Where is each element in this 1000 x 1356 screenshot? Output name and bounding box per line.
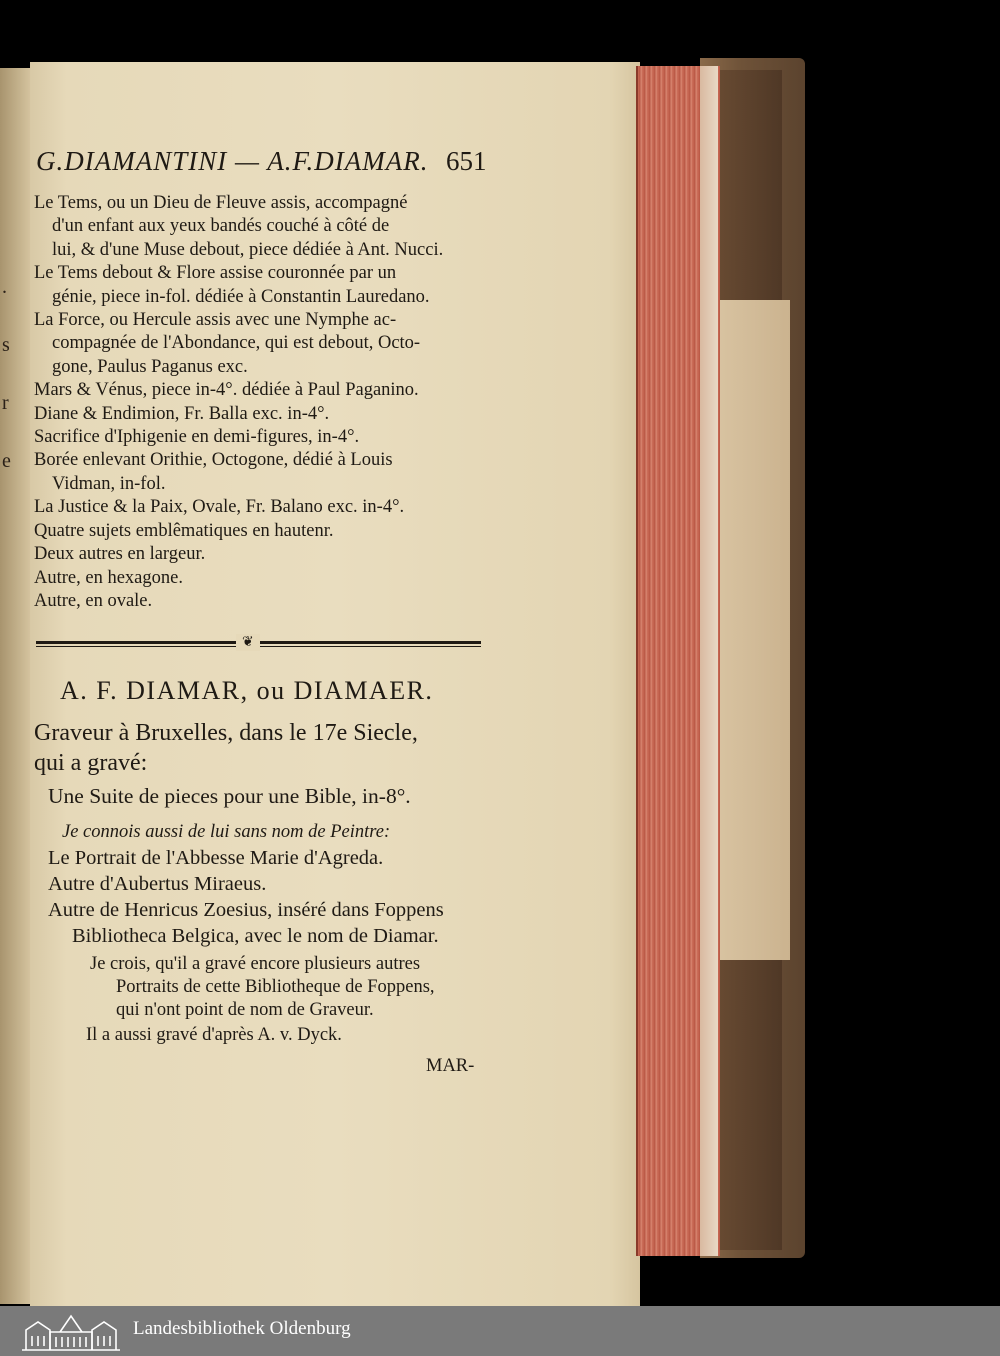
book-flyleaf	[712, 300, 790, 960]
entry-line: Diane & Endimion, Fr. Balla exc. in-4°.	[34, 403, 330, 424]
entry-line: compagnée de l'Abondance, qui est debout, Octo-	[52, 333, 421, 354]
connois-line: Je connois aussi de lui sans nom de Peintre:	[62, 822, 391, 842]
entry-line: Autre, en hexagone.	[34, 567, 183, 588]
page-block-end	[700, 66, 718, 1256]
portrait-line: Bibliotheca Belgica, avec le nom de Diamar.	[72, 925, 439, 947]
entries-list	[34, 192, 443, 613]
previous-page-edge	[0, 68, 30, 1304]
portrait-line: Autre de Henricus Zoesius, inséré dans Foppens	[48, 899, 444, 921]
library-building-icon	[20, 1310, 122, 1352]
ornament-icon: ❦	[236, 634, 260, 651]
book-spine-top	[712, 70, 782, 300]
entry-line: lui, & d'une Muse debout, piece dédiée à Ant. Nucci.	[52, 239, 444, 260]
entry-line: Le Tems, ou un Dieu de Fleuve assis, accompagné	[34, 193, 408, 213]
entry-line: Mars & Vénus, piece in-4°. dédiée à Paul Paganino.	[34, 380, 419, 401]
library-name: Landesbibliothek Oldenburg	[133, 1318, 351, 1339]
note-line: Portraits de cette Bibliotheque de Foppens,	[116, 977, 435, 997]
entry-line: La Force, ou Hercule assis avec une Nymphe ac-	[34, 310, 397, 331]
running-head: G.DIAMANTINI — A.F.DIAMAR.	[36, 146, 429, 176]
entry-line: gone, Paulus Paganus exc.	[52, 356, 248, 377]
section-title: A. F. DIAMAR, ou DIAMAER.	[60, 676, 434, 705]
portrait-line: Le Portrait de l'Abbesse Marie d'Agreda.	[48, 847, 384, 869]
entry-line: Le Tems debout & Flore assise couronnée par un	[34, 263, 397, 284]
book-spine-bottom	[712, 960, 782, 1250]
entry-line: La Justice & la Paix, Ovale, Fr. Balano exc. in-4°.	[34, 497, 405, 518]
entry-line: d'un enfant aux yeux bandés couché à côté de	[52, 216, 390, 237]
page-number: 651	[446, 146, 487, 176]
entry-line: génie, piece in-fol. dédiée à Constantin Lauredano.	[52, 286, 430, 307]
dyck-line: Il a aussi gravé d'après A. v. Dyck.	[86, 1025, 342, 1045]
catchword: MAR-	[426, 1056, 475, 1076]
note-line: Je crois, qu'il a gravé encore plusieurs autres	[90, 954, 421, 974]
previous-page-marks: . s r e	[2, 276, 11, 472]
entry-line: Autre, en ovale.	[34, 590, 153, 611]
note-line: qui n'ont point de nom de Graveur.	[116, 1000, 374, 1020]
entry-line: Deux autres en largeur.	[34, 544, 206, 565]
graveur-line: Graveur à Bruxelles, dans le 17e Siecle,	[34, 720, 418, 746]
ornament-divider	[36, 637, 481, 651]
entry-line: Quatre sujets emblêmatiques en hautenr.	[34, 520, 334, 541]
entry-line: Sacrifice d'Iphigenie en demi-figures, in-4°.	[34, 427, 360, 448]
graveur-line-2: qui a gravé:	[34, 750, 148, 776]
entry-line: Borée enlevant Orithie, Octogone, dédié à Louis	[34, 450, 393, 471]
suite-line: Une Suite de pieces pour une Bible, in-8°.	[48, 784, 411, 808]
entry-line: Vidman, in-fol.	[52, 473, 166, 494]
portrait-line: Autre d'Aubertus Miraeus.	[48, 873, 267, 895]
